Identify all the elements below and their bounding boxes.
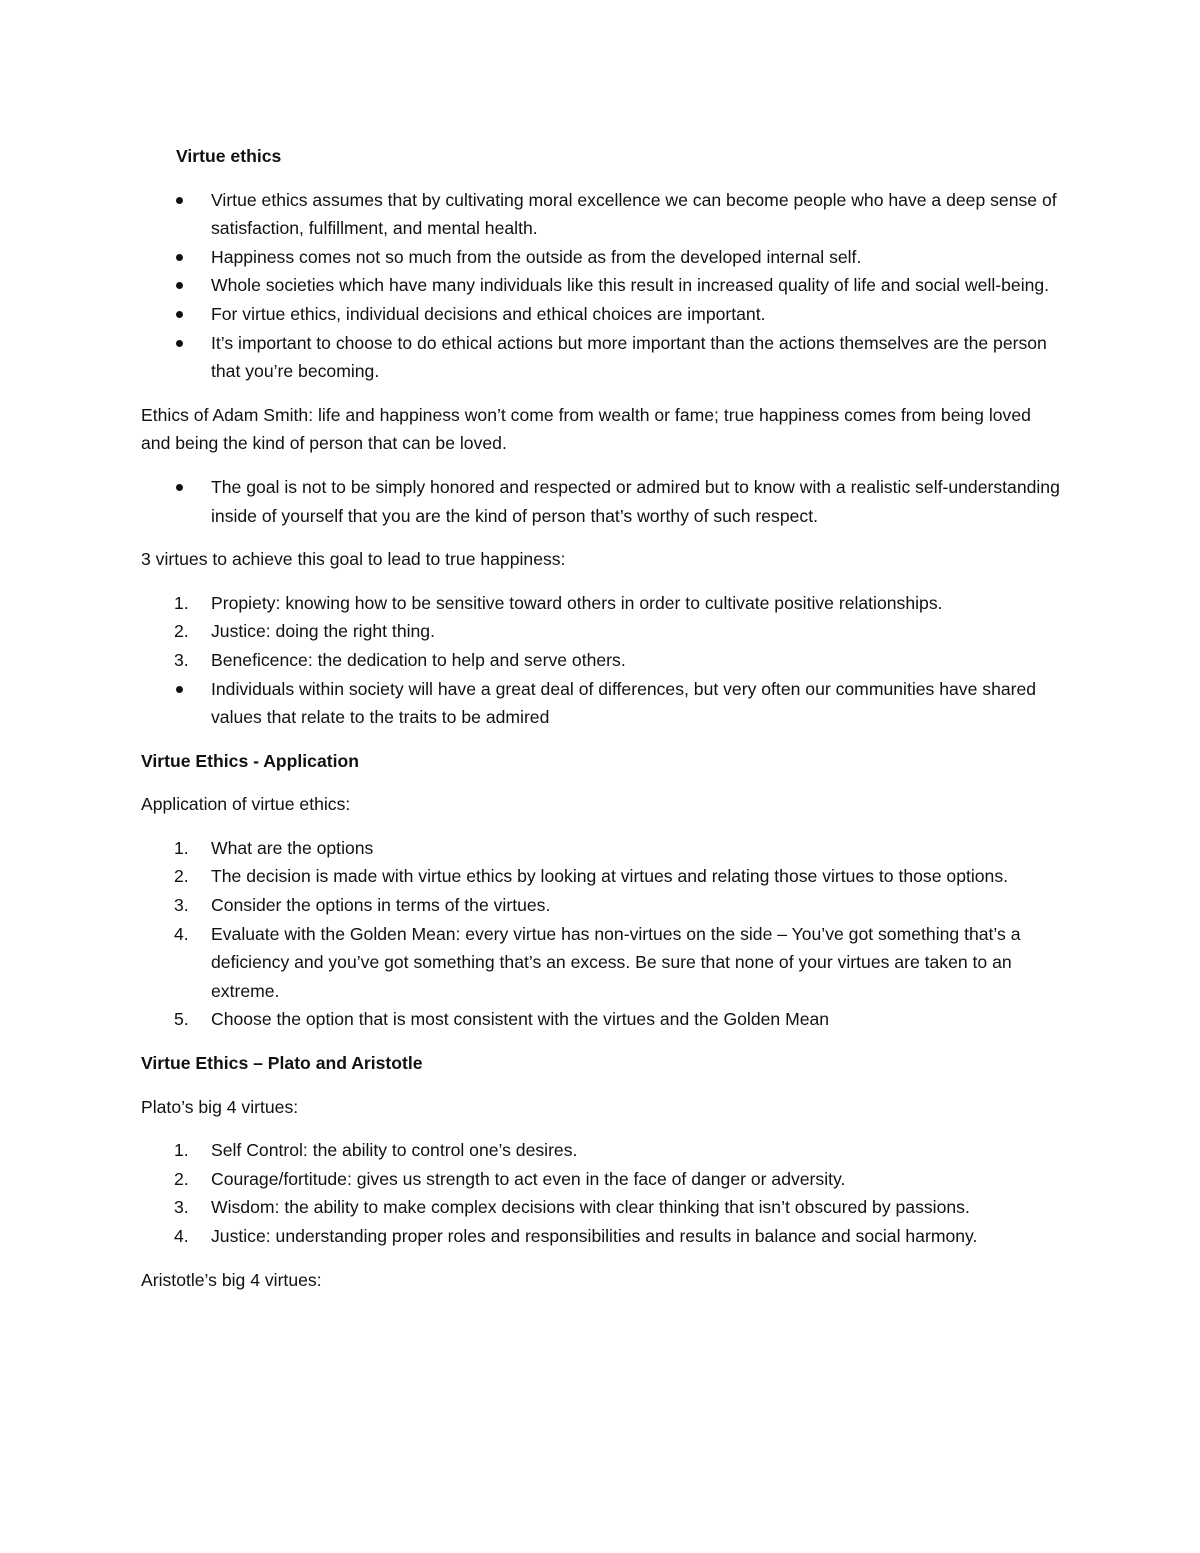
- application-list: [141, 834, 1060, 1034]
- three-virtues-list: [141, 589, 1060, 732]
- list-number: 2.: [174, 866, 189, 887]
- list-item: 3. Consider the options in terms of the virtues.: [141, 891, 1060, 920]
- list-item: Happiness comes not so much from the outside as from the developed internal self.: [211, 246, 862, 267]
- list-number: 1.: [174, 837, 189, 858]
- section-heading-plato-aristotle: Virtue Ethics – Plato and Aristotle: [141, 1053, 423, 1074]
- plato-intro: Plato’s big 4 virtues:: [141, 1096, 299, 1117]
- list-number: 2.: [174, 1168, 189, 1189]
- list-number: 1.: [174, 1140, 189, 1161]
- application-intro: Application of virtue ethics:: [141, 794, 351, 815]
- list-number: 3.: [174, 649, 189, 670]
- list-item: For virtue ethics, individual decisions and ethical choices are important.: [211, 303, 766, 324]
- list-number: 3.: [174, 1197, 189, 1218]
- list-item: 4. Evaluate with the Golden Mean: every virtue has non-virtues on the side – You’ve got something that’s a deficiency and you’ve got something that’s an excess. Be sure that none of your virtues are taken to an extreme.: [141, 920, 1060, 1006]
- three-virtues-intro: 3 virtues to achieve this goal to lead to true happiness:: [141, 549, 566, 570]
- list-number: 1.: [174, 592, 189, 613]
- list-item: It’s important to choose to do ethical actions but more important than the actions themselves are the person that you’re becoming.: [211, 332, 1047, 382]
- list-item: 1. Propiety: knowing how to be sensitive toward others in order to cultivate positive relationships.: [141, 589, 1060, 618]
- list-item: 2. Justice: doing the right thing.: [141, 617, 1060, 646]
- list-item: Virtue ethics assumes that by cultivating moral excellence we can become people who have a deep sense of satisfaction, fulfillment, and mental health.: [211, 189, 1057, 239]
- list-item: Individuals within society will have a great deal of differences, but very often our communities have shared values that relate to the traits to be admired: [211, 678, 1037, 728]
- section-heading-virtue-ethics: Virtue ethics: [176, 146, 282, 166]
- adam-smith-bullet-list: [141, 473, 1060, 530]
- list-item: 3. Wisdom: the ability to make complex decisions with clear thinking that isn’t obscured by passions.: [141, 1193, 1060, 1222]
- list-item: 3. Beneficence: the dedication to help and serve others.: [141, 646, 1060, 675]
- list-item: 1. Self Control: the ability to control one’s desires.: [141, 1136, 1060, 1165]
- list-item: 1. What are the options: [141, 834, 1060, 863]
- list-item: 4. Justice: understanding proper roles and responsibilities and results in balance and social harmony.: [141, 1222, 1060, 1251]
- list-number: 2.: [174, 621, 189, 642]
- list-item: The goal is not to be simply honored and respected or admired but to know with a realistic self-understanding inside of yourself that you are the kind of person that’s worthy of such respect.: [211, 476, 1060, 526]
- list-number: 3.: [174, 895, 189, 916]
- aristotle-intro: Aristotle’s big 4 virtues:: [141, 1269, 322, 1290]
- plato-virtues-list: [141, 1136, 1060, 1250]
- list-item: 5. Choose the option that is most consistent with the virtues and the Golden Mean: [141, 1005, 1060, 1034]
- list-number: 5.: [174, 1009, 189, 1030]
- virtue-ethics-bullet-list: [141, 186, 1060, 386]
- list-number: 4.: [174, 1226, 189, 1246]
- list-item: Whole societies which have many individuals like this result in increased quality of life and social well-being.: [211, 275, 1050, 296]
- list-number: 4.: [174, 923, 189, 944]
- list-item: 2. The decision is made with virtue ethics by looking at virtues and relating those virtues to those options.: [141, 862, 1060, 891]
- list-item: 2. Courage/fortitude: gives us strength to act even in the face of danger or adversity.: [141, 1165, 1060, 1194]
- adam-smith-paragraph: Ethics of Adam Smith: life and happiness won’t come from wealth or fame; true happiness comes from being loved and being the kind of person that can be loved.: [141, 404, 1031, 454]
- section-heading-application: Virtue Ethics - Application: [141, 750, 359, 771]
